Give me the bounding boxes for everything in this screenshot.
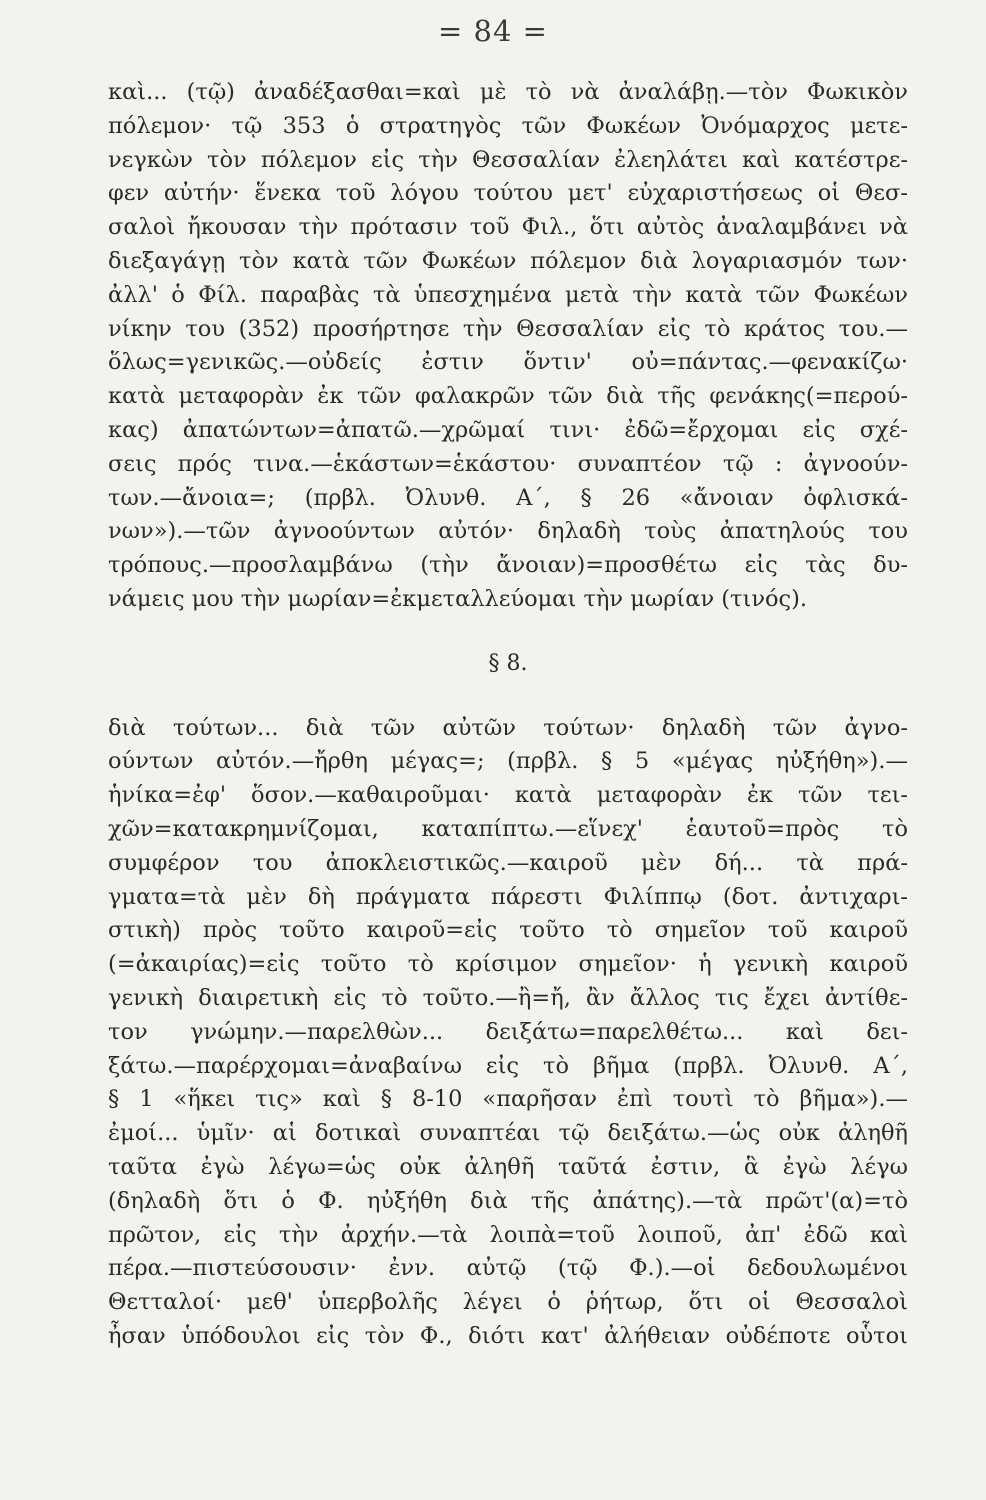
text-line: § 1 «ἥκει τις» καὶ § 8-10 «παρῆσαν ἐπὶ τουτὶ τὸ βῆμα»).— (108, 1086, 908, 1113)
text-line: σαλοὶ ἤκουσαν τὴν πρότασιν τοῦ Φιλ., ὅτι αὐτὸς ἀναλαμβάνει νὰ (108, 214, 908, 241)
text-line: των.—ἄνοια=; (πρβλ. Ὀλυνθ. Α΄, § 26 «ἄνοιαν ὀφλισκά- (108, 484, 908, 511)
text-line: κατὰ μεταφορὰν ἐκ τῶν φαλακρῶν τῶν διὰ τῆς φενάκης(=περού- (108, 383, 908, 410)
text-line: ξάτω.—παρέρχομαι=ἀναβαίνω εἰς τὸ βῆμα (πρβλ. Ὀλυνθ. Α΄, (108, 1052, 908, 1079)
text-line: ἦσαν ὑπόδουλοι εἰς τὸν Φ., διότι κατ' ἀλήθειαν οὐδέποτε οὗτοι (108, 1322, 908, 1349)
text-line: ἀλλ' ὁ Φίλ. παραβὰς τὰ ὑπεσχημένα μετὰ τὴν κατὰ τῶν Φωκέων (108, 281, 908, 308)
text-line: καὶ... (τῷ) ἀναδέξασθαι=καὶ μὲ τὸ νὰ ἀναλάβῃ.—τὸν Φωκικὸν (108, 79, 908, 105)
text-line: κας) ἀπατώντων=ἀπατῶ.—χρῶμαί τινι· ἐδῶ=ἔρχομαι εἰς σχέ- (108, 416, 908, 443)
text-line: Θετταλοί· μεθ' ὑπερβολῆς λέγει ὁ ῥήτωρ, ὅτι οἱ Θεσσαλοὶ (108, 1289, 908, 1316)
commentary-text (108, 76, 908, 1354)
text-line: τον γνώμην.—παρελθὼν... δειξάτω=παρελθέτω... καὶ δει- (108, 1018, 908, 1045)
text-line: διεξαγάγῃ τὸν κατὰ τῶν Φωκέων πόλεμον διὰ λογαριασμόν των· (108, 247, 908, 274)
text-line: πόλεμον· τῷ 353 ὁ στρατηγὸς τῶν Φωκέων Ὀνόμαρχος μετε- (108, 112, 908, 139)
text-line: σεις πρός τινα.—ἑκάστων=ἑκάστου· συναπτέον τῷ : ἀγνοούν- (108, 450, 908, 477)
text-line: φεν αὐτήν· ἕνεκα τοῦ λόγου τούτου μετ' εὐχαριστήσεως οἱ Θεσ- (108, 180, 908, 207)
commentary-paragraph-before (108, 76, 908, 617)
text-line: τρόπους.—προσλαμβάνω (τὴν ἄνοιαν)=προσθέτω εἰς τὰς δυ- (108, 552, 908, 579)
text-line: (=ἀκαιρίας)=εἰς τοῦτο τὸ κρίσιμον σημεῖον· ἡ γενικὴ καιροῦ (108, 951, 908, 978)
text-line: συμφέρον του ἀποκλειστικῶς.—καιροῦ μὲν δή... τὰ πρά- (108, 849, 908, 876)
text-line: ταῦτα ἐγὼ λέγω=ὡς οὐκ ἀληθῆ ταῦτά ἐστιν, ἃ ἐγὼ λέγω (108, 1153, 908, 1180)
text-line: γματα=τὰ μὲν δὴ πράγματα πάρεστι Φιλίππῳ (δοτ. ἀντιχαρι- (108, 883, 908, 910)
text-line: ἡνίκα=ἐφ' ὅσον.—καθαιροῦμαι· κατὰ μεταφορὰν ἐκ τῶν τει- (108, 782, 908, 809)
text-line: νίκην του (352) προσήρτησε τὴν Θεσσαλίαν εἰς τὸ κράτος του.— (108, 315, 908, 342)
text-line: νων»).—τῶν ἀγνοούντων αὐτόν· δηλαδὴ τοὺς ἀπατηλούς του (108, 518, 908, 545)
text-line: (δηλαδὴ ὅτι ὁ Φ. ηὐξήθη διὰ τῆς ἀπάτης).—τὰ πρῶτ'(α)=τὸ (108, 1187, 908, 1214)
text-line: πρῶτον, εἰς τὴν ἀρχήν.—τὰ λοιπὰ=τοῦ λοιποῦ, ἀπ' ἐδῶ καὶ (108, 1221, 908, 1248)
text-line: ἐμοί... ὑμῖν· αἱ δοτικαὶ συναπτέαι τῷ δειξάτω.—ὡς οὐκ ἀληθῆ (108, 1120, 908, 1147)
text-line: γενικὴ διαιρετικὴ εἰς τὸ τοῦτο.—ἢ=ἤ, ἂν ἄλλος τις ἔχει ἀντίθε- (108, 984, 908, 1011)
text-line: στικὴ) πρὸς τοῦτο καιροῦ=εἰς τοῦτο τὸ σημεῖον τοῦ καιροῦ (108, 917, 908, 944)
text-line: πέρα.—πιστεύσουσιν· ἐνν. αὐτῷ (τῷ Φ.).—οἱ δεδουλωμένοι (108, 1255, 908, 1282)
text-line: νεγκὼν τὸν πόλεμον εἰς τὴν Θεσσαλίαν ἐλεηλάτει καὶ κατέστρε- (108, 146, 908, 173)
section-heading: § 8. (488, 650, 528, 676)
text-line: διὰ τούτων... διὰ τῶν αὐτῶν τούτων· δηλαδὴ τῶν ἀγνο- (108, 714, 908, 741)
text-line: ούντων αὐτόν.—ἤρθη μέγας=; (πρβλ. § 5 «μέγας ηὐξήθη»).— (108, 748, 908, 775)
text-line: χῶν=κατακρημνίζομαι, καταπίπτω.—εἵνεχ' ἑαυτοῦ=πρὸς τὸ (108, 815, 908, 842)
page-number: = 84 = (438, 14, 548, 48)
text-line: ὅλως=γενικῶς.—οὐδείς ἐστιν ὅντιν' οὐ=πάντας.—φενακίζω· (108, 349, 908, 376)
text-line: νάμεις μου τὴν μωρίαν=ἐκμεταλλεύομαι τὴν μωρίαν (τινός). (108, 585, 808, 612)
commentary-paragraph-after (108, 712, 908, 1354)
